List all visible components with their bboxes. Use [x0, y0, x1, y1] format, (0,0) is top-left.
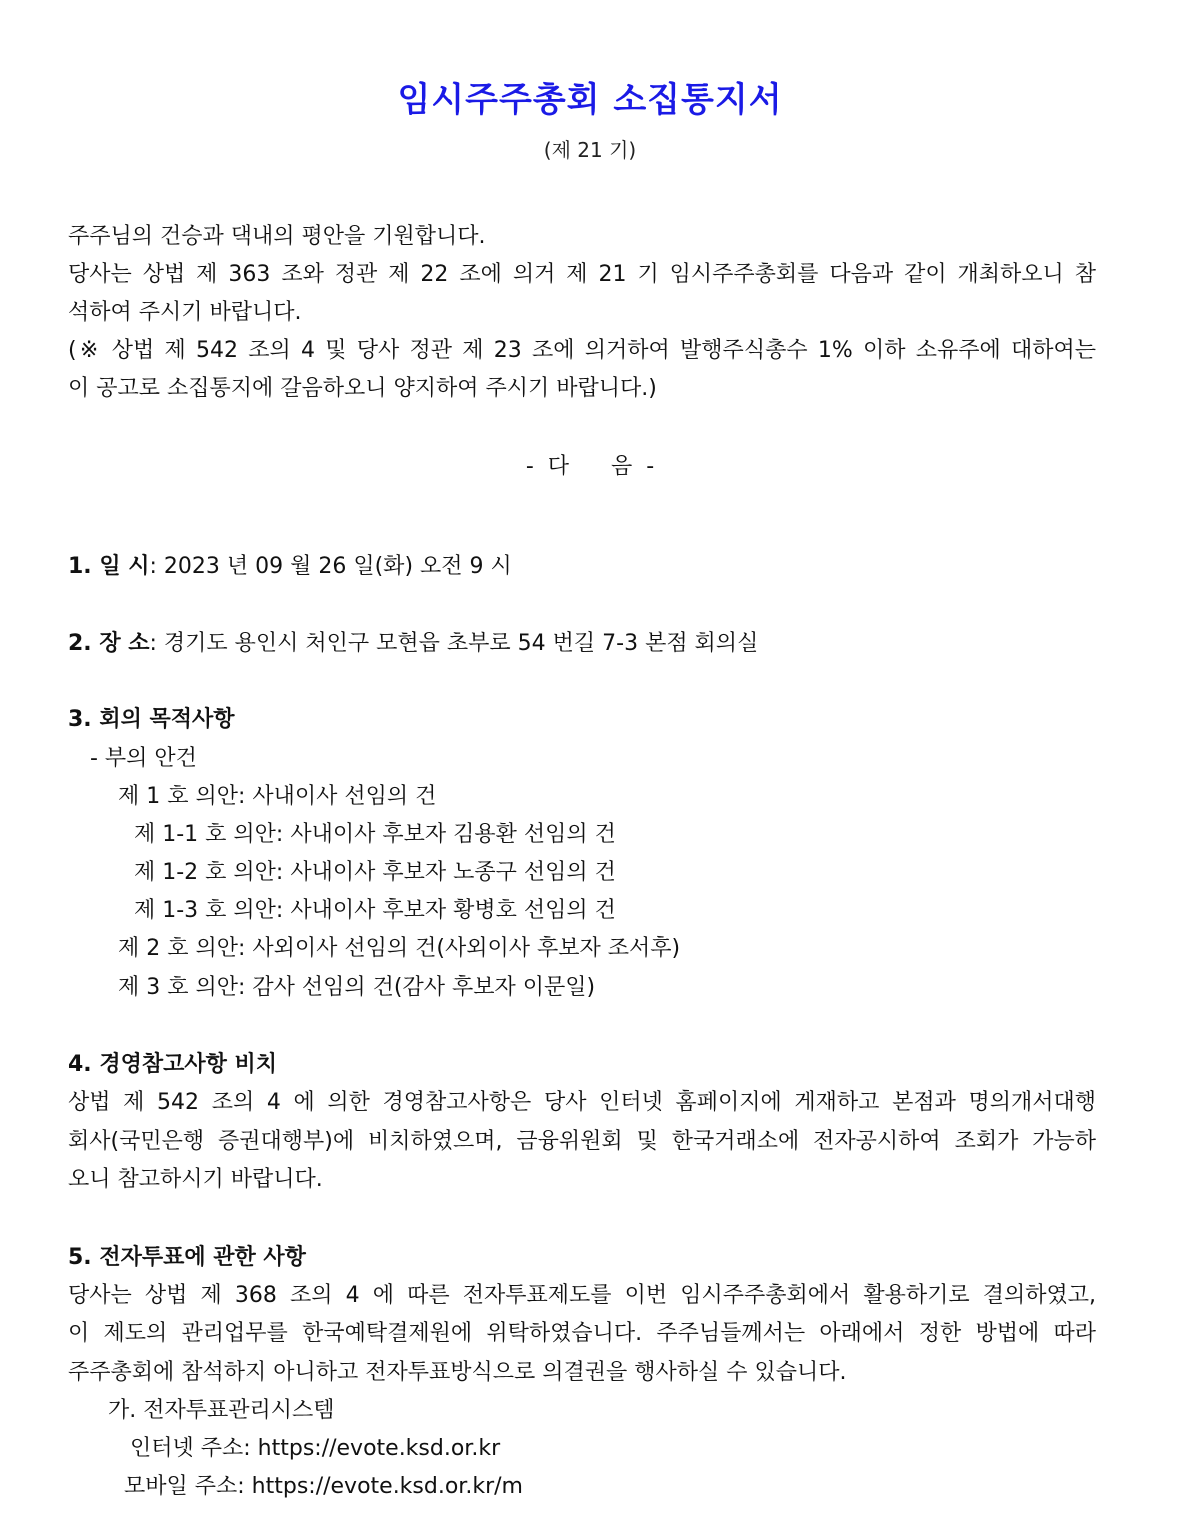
section-1-label: 1. 일 시: [68, 554, 150, 579]
section-5-sub-item: 가. 전자투표관리시스템: [108, 1398, 335, 1423]
section-4-line-1-text: 상법 제 542 조의 4 에 의한 경영참고사항은 당사 인터넷 홈페이지에 게재하고 본점과 명의개서대행: [68, 1090, 1096, 1115]
agenda-item-1: 제 1 호 의안: 사내이사 선임의 건: [118, 784, 437, 809]
section-5-line-1-text: 당사는 상법 제 368 조의 4 에 따른 전자투표제도를 이번 임시주주총회에서 활용하기로 결의하였고,: [68, 1283, 1096, 1308]
section-5-heading: 5. 전자투표에 관한 사항: [68, 1245, 306, 1270]
greeting-line-1: 주주님의 건승과 댁내의 평안을 기원합니다.: [68, 224, 486, 249]
section-5-line-3: 주주총회에 참석하지 아니하고 전자투표방식으로 의결권을 행사하실 수 있습니다.: [68, 1360, 847, 1385]
section-4-line-1: [68, 1088, 1096, 1118]
greeting-line-4: [68, 336, 1096, 366]
greeting-line-2-text: 당사는 상법 제 363 조와 정관 제 22 조에 의거 제 21 기 임시주주총회를 다음과 같이 개최하오니 참: [68, 262, 1096, 287]
section-1-value: : 2023 년 09 월 26 일(화) 오전 9 시: [149, 554, 512, 579]
section-4-line-2: [68, 1127, 1096, 1157]
agenda-item-1-3: 제 1-3 호 의안: 사내이사 후보자 황병호 선임의 건: [134, 898, 616, 923]
section-2-value: : 경기도 용인시 처인구 모현읍 초부로 54 번길 7-3 본점 회의실: [149, 631, 759, 656]
greeting-line-5: 이 공고로 소집통지에 갈음하오니 양지하여 주시기 바랍니다.): [68, 376, 657, 401]
agenda-item-2: 제 2 호 의안: 사외이사 선임의 건(사외이사 후보자 조서후): [118, 936, 681, 961]
agenda-item-1-1: 제 1-1 호 의안: 사내이사 후보자 김용환 선임의 건: [134, 822, 616, 847]
document-subtitle: (제 21 기): [543, 138, 637, 162]
agenda-item-1-2: 제 1-2 호 의안: 사내이사 후보자 노종구 선임의 건: [134, 860, 616, 885]
section-4-line-2-text: 회사(국민은행 증권대행부)에 비치하였으며, 금융위원회 및 한국거래소에 전자공시하여 조회가 가능하: [68, 1129, 1096, 1154]
section-4-heading: 4. 경영참고사항 비치: [68, 1052, 277, 1077]
section-1: [68, 552, 512, 582]
section-5-line-1: [68, 1281, 1096, 1311]
divider-text: - 다 음 -: [525, 454, 655, 479]
section-3-heading: 3. 회의 목적사항: [68, 707, 235, 732]
section-5-line-2: [68, 1319, 1096, 1349]
section-3-subheading: - 부의 안건: [90, 746, 197, 771]
section-4-line-3: 오니 참고하시기 바랍니다.: [68, 1167, 323, 1192]
section-2: [68, 629, 758, 659]
greeting-line-2: [68, 260, 1096, 290]
document-title: 임시주주총회 소집통지서: [397, 80, 783, 120]
section-5-line-2-text: 이 제도의 관리업무를 한국예탁결제원에 위탁하였습니다. 주주님들께서는 아래에서 정한 방법에 따라: [68, 1321, 1096, 1346]
greeting-line-4-text: (※ 상법 제 542 조의 4 및 당사 정관 제 23 조에 의거하여 발행주식총수 1% 이하 소유주에 대하여는: [68, 338, 1096, 363]
greeting-line-3: 석하여 주시기 바랍니다.: [68, 300, 302, 325]
section-2-label: 2. 장 소: [68, 631, 150, 656]
mobile-address: 모바일 주소: https://evote.ksd.or.kr/m: [124, 1474, 523, 1499]
internet-address: 인터넷 주소: https://evote.ksd.or.kr: [130, 1436, 501, 1461]
agenda-item-3: 제 3 호 의안: 감사 선임의 건(감사 후보자 이문일): [118, 975, 596, 1000]
